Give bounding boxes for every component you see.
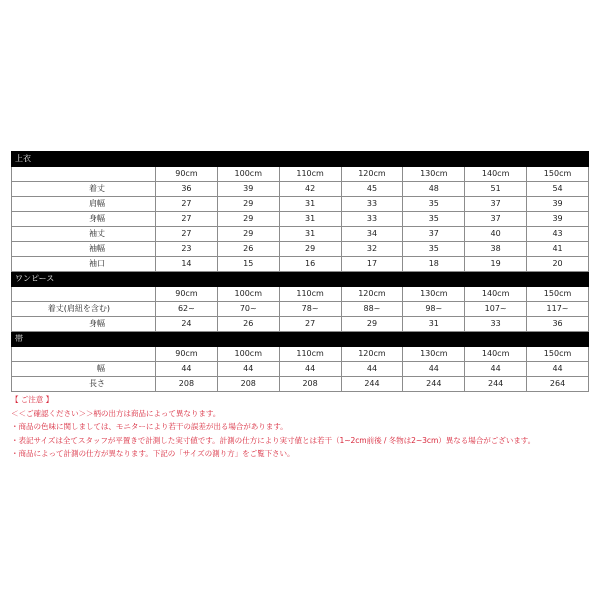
size-header-cell: 110cm bbox=[279, 287, 341, 302]
notes-block bbox=[11, 393, 591, 461]
size-table bbox=[11, 151, 589, 392]
measure-label: 身幅 bbox=[12, 212, 156, 227]
measure-value: 98~ bbox=[403, 302, 465, 317]
size-header-row bbox=[12, 347, 589, 362]
measure-value: 44 bbox=[527, 362, 589, 377]
header-blank-cell bbox=[12, 287, 156, 302]
measure-value: 51 bbox=[465, 182, 527, 197]
measure-value: 26 bbox=[217, 317, 279, 332]
measure-label: 着丈(肩紐を含む) bbox=[12, 302, 156, 317]
measure-value: 39 bbox=[527, 212, 589, 227]
size-header-cell: 100cm bbox=[217, 167, 279, 182]
measure-value: 39 bbox=[217, 182, 279, 197]
measure-value: 33 bbox=[341, 197, 403, 212]
measure-value: 88~ bbox=[341, 302, 403, 317]
measure-value: 44 bbox=[403, 362, 465, 377]
measure-value: 45 bbox=[341, 182, 403, 197]
measure-value: 29 bbox=[217, 227, 279, 242]
measure-value: 35 bbox=[403, 212, 465, 227]
size-header-cell: 90cm bbox=[156, 167, 218, 182]
measure-value: 31 bbox=[279, 212, 341, 227]
measure-value: 48 bbox=[403, 182, 465, 197]
measure-value: 107~ bbox=[465, 302, 527, 317]
measure-label: 着丈 bbox=[12, 182, 156, 197]
table-row bbox=[12, 212, 589, 227]
measure-value: 27 bbox=[156, 197, 218, 212]
measure-value: 35 bbox=[403, 197, 465, 212]
note-line: ＜＜ご確認ください＞＞柄の出方は商品によって異なります。 bbox=[11, 408, 221, 418]
measure-value: 36 bbox=[156, 182, 218, 197]
measure-label: 袖幅 bbox=[12, 242, 156, 257]
measure-value: 43 bbox=[527, 227, 589, 242]
note-line: ・表記サイズは全てスタッフが平置きで計測した実寸値です。計測の仕方により実寸値とは若干（1~2cm前後 / 冬物は2~3cm）異なる場合がございます。 bbox=[11, 435, 536, 445]
table-row bbox=[12, 302, 589, 317]
measure-value: 208 bbox=[156, 377, 218, 392]
measure-value: 37 bbox=[465, 212, 527, 227]
measure-label: 袖丈 bbox=[12, 227, 156, 242]
measure-value: 31 bbox=[403, 317, 465, 332]
measure-value: 208 bbox=[279, 377, 341, 392]
measure-label: 袖口 bbox=[12, 257, 156, 272]
measure-value: 15 bbox=[217, 257, 279, 272]
measure-value: 26 bbox=[217, 242, 279, 257]
size-header-cell: 150cm bbox=[527, 347, 589, 362]
section-header-row bbox=[12, 272, 589, 287]
size-header-cell: 130cm bbox=[403, 347, 465, 362]
measure-value: 18 bbox=[403, 257, 465, 272]
measure-value: 37 bbox=[403, 227, 465, 242]
section-header-row bbox=[12, 332, 589, 347]
size-header-cell: 100cm bbox=[217, 287, 279, 302]
measure-value: 39 bbox=[527, 197, 589, 212]
measure-value: 27 bbox=[279, 317, 341, 332]
measure-value: 29 bbox=[217, 212, 279, 227]
measure-value: 244 bbox=[403, 377, 465, 392]
size-header-row bbox=[12, 287, 589, 302]
measure-value: 27 bbox=[156, 227, 218, 242]
section-header-row bbox=[12, 152, 589, 167]
measure-value: 208 bbox=[217, 377, 279, 392]
table-row bbox=[12, 377, 589, 392]
note-line: ・商品の色味に関しましては、モニターにより若干の誤差が出る場合があります。 bbox=[11, 422, 288, 432]
measure-value: 44 bbox=[217, 362, 279, 377]
section-title: 上衣 bbox=[12, 152, 589, 167]
measure-value: 20 bbox=[527, 257, 589, 272]
header-blank-cell bbox=[12, 347, 156, 362]
measure-value: 27 bbox=[156, 212, 218, 227]
measure-value: 54 bbox=[527, 182, 589, 197]
size-header-cell: 150cm bbox=[527, 287, 589, 302]
measure-value: 62~ bbox=[156, 302, 218, 317]
measure-value: 44 bbox=[279, 362, 341, 377]
measure-value: 33 bbox=[341, 212, 403, 227]
measure-value: 36 bbox=[527, 317, 589, 332]
measure-label: 身幅 bbox=[12, 317, 156, 332]
table-row bbox=[12, 362, 589, 377]
measure-value: 29 bbox=[217, 197, 279, 212]
size-header-row bbox=[12, 167, 589, 182]
measure-value: 44 bbox=[156, 362, 218, 377]
measure-value: 78~ bbox=[279, 302, 341, 317]
measure-value: 34 bbox=[341, 227, 403, 242]
table-row bbox=[12, 197, 589, 212]
measure-value: 16 bbox=[279, 257, 341, 272]
size-header-cell: 100cm bbox=[217, 347, 279, 362]
size-header-cell: 140cm bbox=[465, 287, 527, 302]
measure-value: 38 bbox=[465, 242, 527, 257]
size-header-cell: 90cm bbox=[156, 347, 218, 362]
measure-value: 23 bbox=[156, 242, 218, 257]
measure-label: 長さ bbox=[12, 377, 156, 392]
measure-value: 31 bbox=[279, 197, 341, 212]
measure-value: 35 bbox=[403, 242, 465, 257]
notes-title: 【 ご注意 】 bbox=[11, 395, 54, 404]
measure-value: 244 bbox=[341, 377, 403, 392]
measure-value: 17 bbox=[341, 257, 403, 272]
measure-value: 44 bbox=[465, 362, 527, 377]
measure-value: 41 bbox=[527, 242, 589, 257]
size-header-cell: 120cm bbox=[341, 287, 403, 302]
note-line: ・商品によって計測の仕方が異なります。下記の「サイズの測り方」をご覧下さい。 bbox=[11, 449, 295, 459]
size-header-cell: 90cm bbox=[156, 287, 218, 302]
table-row bbox=[12, 317, 589, 332]
size-header-cell: 150cm bbox=[527, 167, 589, 182]
measure-value: 264 bbox=[527, 377, 589, 392]
size-chart bbox=[11, 151, 589, 392]
section-title: 帯 bbox=[12, 332, 589, 347]
measure-value: 42 bbox=[279, 182, 341, 197]
measure-value: 29 bbox=[279, 242, 341, 257]
measure-label: 幅 bbox=[12, 362, 156, 377]
table-row bbox=[12, 242, 589, 257]
size-header-cell: 140cm bbox=[465, 167, 527, 182]
measure-value: 40 bbox=[465, 227, 527, 242]
section-title: ワンピース bbox=[12, 272, 589, 287]
table-row bbox=[12, 227, 589, 242]
measure-value: 37 bbox=[465, 197, 527, 212]
size-header-cell: 130cm bbox=[403, 287, 465, 302]
measure-value: 70~ bbox=[217, 302, 279, 317]
measure-value: 19 bbox=[465, 257, 527, 272]
table-row bbox=[12, 257, 589, 272]
measure-label: 肩幅 bbox=[12, 197, 156, 212]
table-row bbox=[12, 182, 589, 197]
size-header-cell: 130cm bbox=[403, 167, 465, 182]
measure-value: 24 bbox=[156, 317, 218, 332]
measure-value: 244 bbox=[465, 377, 527, 392]
size-header-cell: 120cm bbox=[341, 167, 403, 182]
size-header-cell: 110cm bbox=[279, 347, 341, 362]
measure-value: 117~ bbox=[527, 302, 589, 317]
measure-value: 33 bbox=[465, 317, 527, 332]
measure-value: 32 bbox=[341, 242, 403, 257]
measure-value: 29 bbox=[341, 317, 403, 332]
header-blank-cell bbox=[12, 167, 156, 182]
measure-value: 31 bbox=[279, 227, 341, 242]
size-header-cell: 110cm bbox=[279, 167, 341, 182]
measure-value: 44 bbox=[341, 362, 403, 377]
measure-value: 14 bbox=[156, 257, 218, 272]
size-header-cell: 140cm bbox=[465, 347, 527, 362]
size-header-cell: 120cm bbox=[341, 347, 403, 362]
